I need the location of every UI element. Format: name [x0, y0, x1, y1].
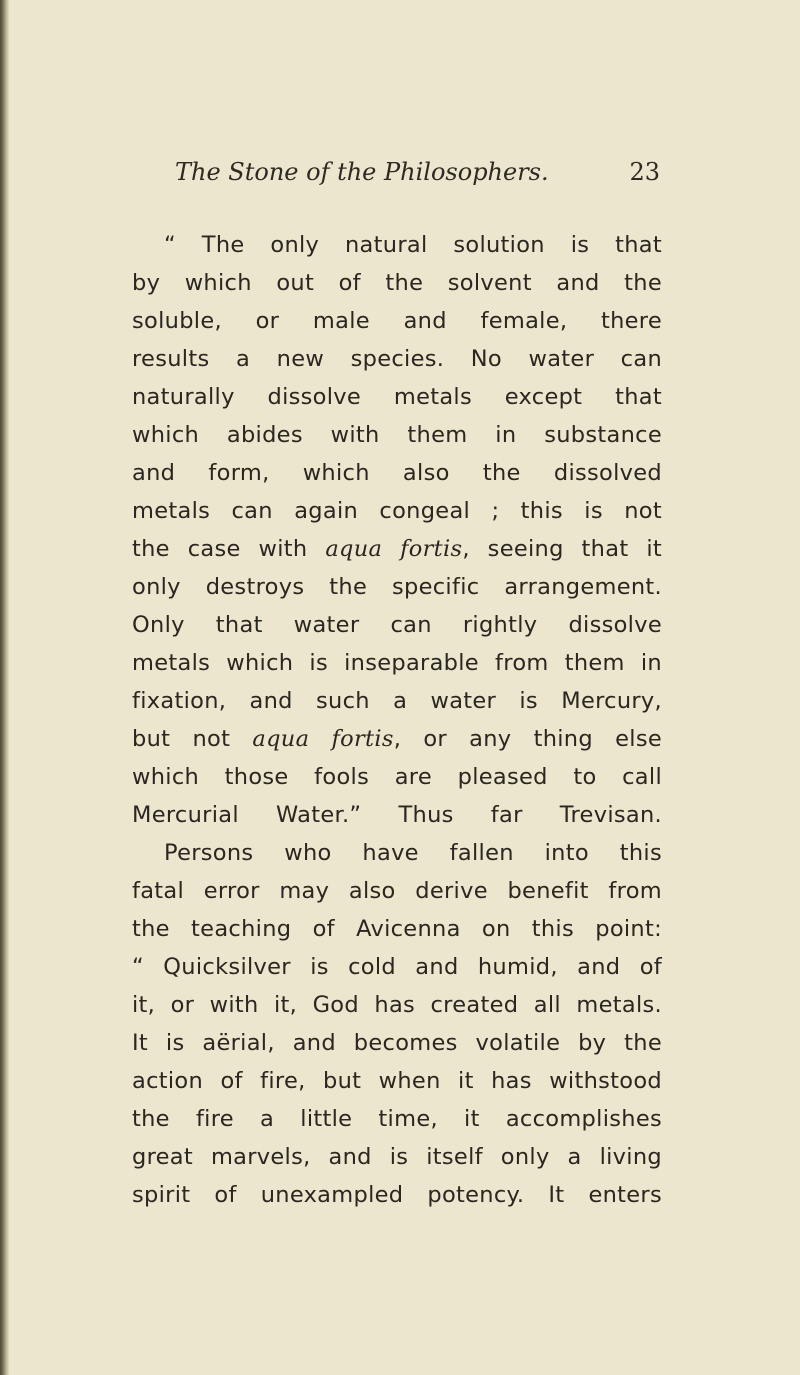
italic-term: aqua fortis [325, 536, 463, 562]
text-line: spirit of unexampled potency. It enters [132, 1182, 662, 1208]
text-line: and form, which also the dissolved [132, 460, 662, 486]
text-line: only destroys the specific arrangement. [132, 574, 662, 600]
text-line: great marvels, and is itself only a living [132, 1144, 662, 1170]
text-run: but not [132, 726, 253, 752]
text-line [132, 720, 662, 758]
text-run: , or any thing else [393, 726, 662, 752]
text-line: soluble, or male and female, there [132, 308, 662, 334]
text-line: metals can again congeal ; this is not [132, 498, 662, 524]
text-line: which abides with them in substance [132, 422, 662, 448]
text-line: the teaching of Avicenna on this point: [132, 916, 662, 942]
text-run: the case with [132, 536, 326, 562]
text-line: “ The only natural solution is that [164, 232, 662, 258]
text-line: by which out of the solvent and the [132, 270, 662, 296]
text-line: It is aërial, and becomes volatile by the [132, 1030, 662, 1056]
text-line: which those fools are pleased to call [132, 764, 662, 790]
text-line: fatal error may also derive benefit from [132, 878, 662, 904]
text-run: , seeing that it [462, 536, 662, 562]
binding-edge [0, 0, 9, 1375]
text-line: results a new species. No water can [132, 346, 662, 372]
text-body [132, 226, 662, 1214]
text-line: Only that water can rightly dissolve [132, 612, 662, 638]
running-head: The Stone of the Philosophers. [175, 158, 549, 186]
text-line: metals which is inseparable from them in [132, 650, 662, 676]
text-line: naturally dissolve metals except that [132, 384, 662, 410]
text-line [132, 530, 662, 568]
text-line: action of fire, but when it has withstood [132, 1068, 662, 1094]
text-line: fixation, and such a water is Mercury, [132, 688, 662, 714]
text-line: Persons who have fallen into this [164, 840, 662, 866]
italic-term: aqua fortis [252, 726, 394, 752]
text-line: it, or with it, God has created all metals. [132, 992, 662, 1018]
text-line: the fire a little time, it accomplishes [132, 1106, 662, 1132]
text-line: Mercurial Water.” Thus far Trevisan. [132, 802, 662, 828]
page-number: 23 [629, 158, 660, 186]
text-line: “ Quicksilver is cold and humid, and of [132, 954, 662, 980]
